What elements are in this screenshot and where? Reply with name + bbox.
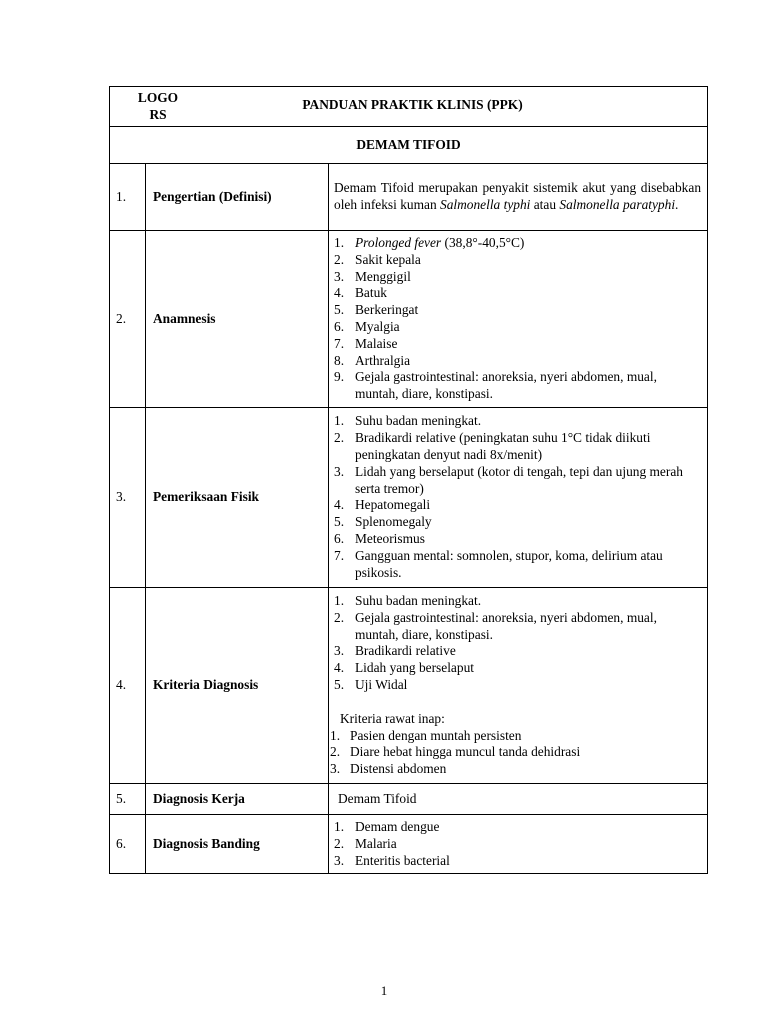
list-item: 8. Arthralgia [334,352,411,368]
table-row [110,164,708,231]
list-item: 3. Enteritis bacterial [334,852,450,868]
table-row [110,231,708,408]
inpatient-criteria-list [330,727,701,778]
list-item: 3. Menggigil [334,268,411,284]
row-label: Diagnosis Banding [146,814,329,873]
document-subtitle: DEMAM TIFOID [110,127,708,164]
list-item: 9. Gejala gastrointestinal: anoreksia, nyeri abdomen, mual, muntah, diare, konstipasi. [334,369,657,402]
inpatient-criteria-label: Kriteria rawat inap: [340,710,445,726]
row-label: Pemeriksaan Fisik [146,407,329,587]
list-item: 3. Distensi abdomen [330,761,447,777]
list-item: 4. Hepatomegali [334,497,431,513]
row-content [329,814,708,873]
table-row [110,407,708,587]
table-row [110,783,708,814]
row-label: Pengertian (Definisi) [146,164,329,231]
row-number: 3. [110,407,146,587]
list-item: 1. Pasien dengan muntah persisten [330,727,522,743]
row-number: 2. [110,231,146,408]
logo-line2: RS [149,107,167,122]
row-number: 1. [110,164,146,231]
subtitle-row [110,127,708,164]
list-item: 5. Uji Widal [334,676,408,692]
ppk-table [109,86,708,874]
document-title: PANDUAN PRAKTIK KLINIS (PPK) [302,97,523,112]
list-item: 5. Berkeringat [334,302,419,318]
list-item: 2. Bradikardi relative (peningkatan suhu 1°C tidak diikuti peningkatan denyut nadi 8x/menit) [334,430,651,463]
list-item: 3. Lidah yang berselaput (kotor di tengah, tepi dan ujung merah serta tremor) [334,463,683,496]
list-item: 2. Sakit kepala [334,251,421,267]
list-item: 7. Malaise [334,335,398,351]
list-item: 4. Batuk [334,285,387,301]
list-item: 2. Diare hebat hingga muncul tanda dehidrasi [330,744,581,760]
definition-italic-1: Salmonella typhi [440,197,531,212]
row-label: Diagnosis Kerja [146,783,329,814]
anamnesis-list [334,235,701,403]
list-item: 3. Bradikardi relative [334,643,456,659]
row-label: Kriteria Diagnosis [146,587,329,783]
definition-text-2: atau [530,197,560,212]
logo-line1: LOGO [137,90,179,105]
row-label: Anamnesis [146,231,329,408]
table-row [110,814,708,873]
list-item: 2. Malaria [334,835,397,851]
row-number: 5. [110,783,146,814]
row-content [329,231,708,408]
list-item: 6. Meteorismus [334,531,425,547]
table-row [110,587,708,783]
list-item: 1. Prolonged fever (38,8°-40,5°C) [334,235,525,250]
row-number: 4. [110,587,146,783]
list-item: 6. Myalgia [334,318,400,334]
diagnosis-criteria-list [334,593,701,694]
list-item: 5. Splenomegaly [334,514,432,530]
list-item: 1. Suhu badan meningkat. [334,413,482,429]
list-item: 7. Gangguan mental: somnolen, stupor, koma, delirium atau psikosis. [334,547,663,580]
list-item: 1. Demam dengue [334,818,440,834]
list-item: 1. Suhu badan meningkat. [334,592,482,608]
row-content [329,164,708,231]
page-number: 1 [380,983,388,998]
list-item: 4. Lidah yang berselaput [334,660,474,676]
definition-end: . [675,197,679,212]
row-content: Demam Tifoid [329,783,708,814]
definition-text: Demam Tifoid merupakan penyakit sistemik akut yang disebabkan oleh infeksi kuman [334,180,702,212]
definition-italic-2: Salmonella paratyphi [559,197,676,212]
list-item: 2. Gejala gastrointestinal: anoreksia, nyeri abdomen, mual, muntah, diare, konstipasi. [334,609,657,642]
header-row [110,87,708,127]
differential-diagnosis-list [334,819,701,869]
row-content [329,587,708,783]
row-number: 6. [110,814,146,873]
row-content [329,407,708,587]
physical-exam-list [334,413,701,581]
